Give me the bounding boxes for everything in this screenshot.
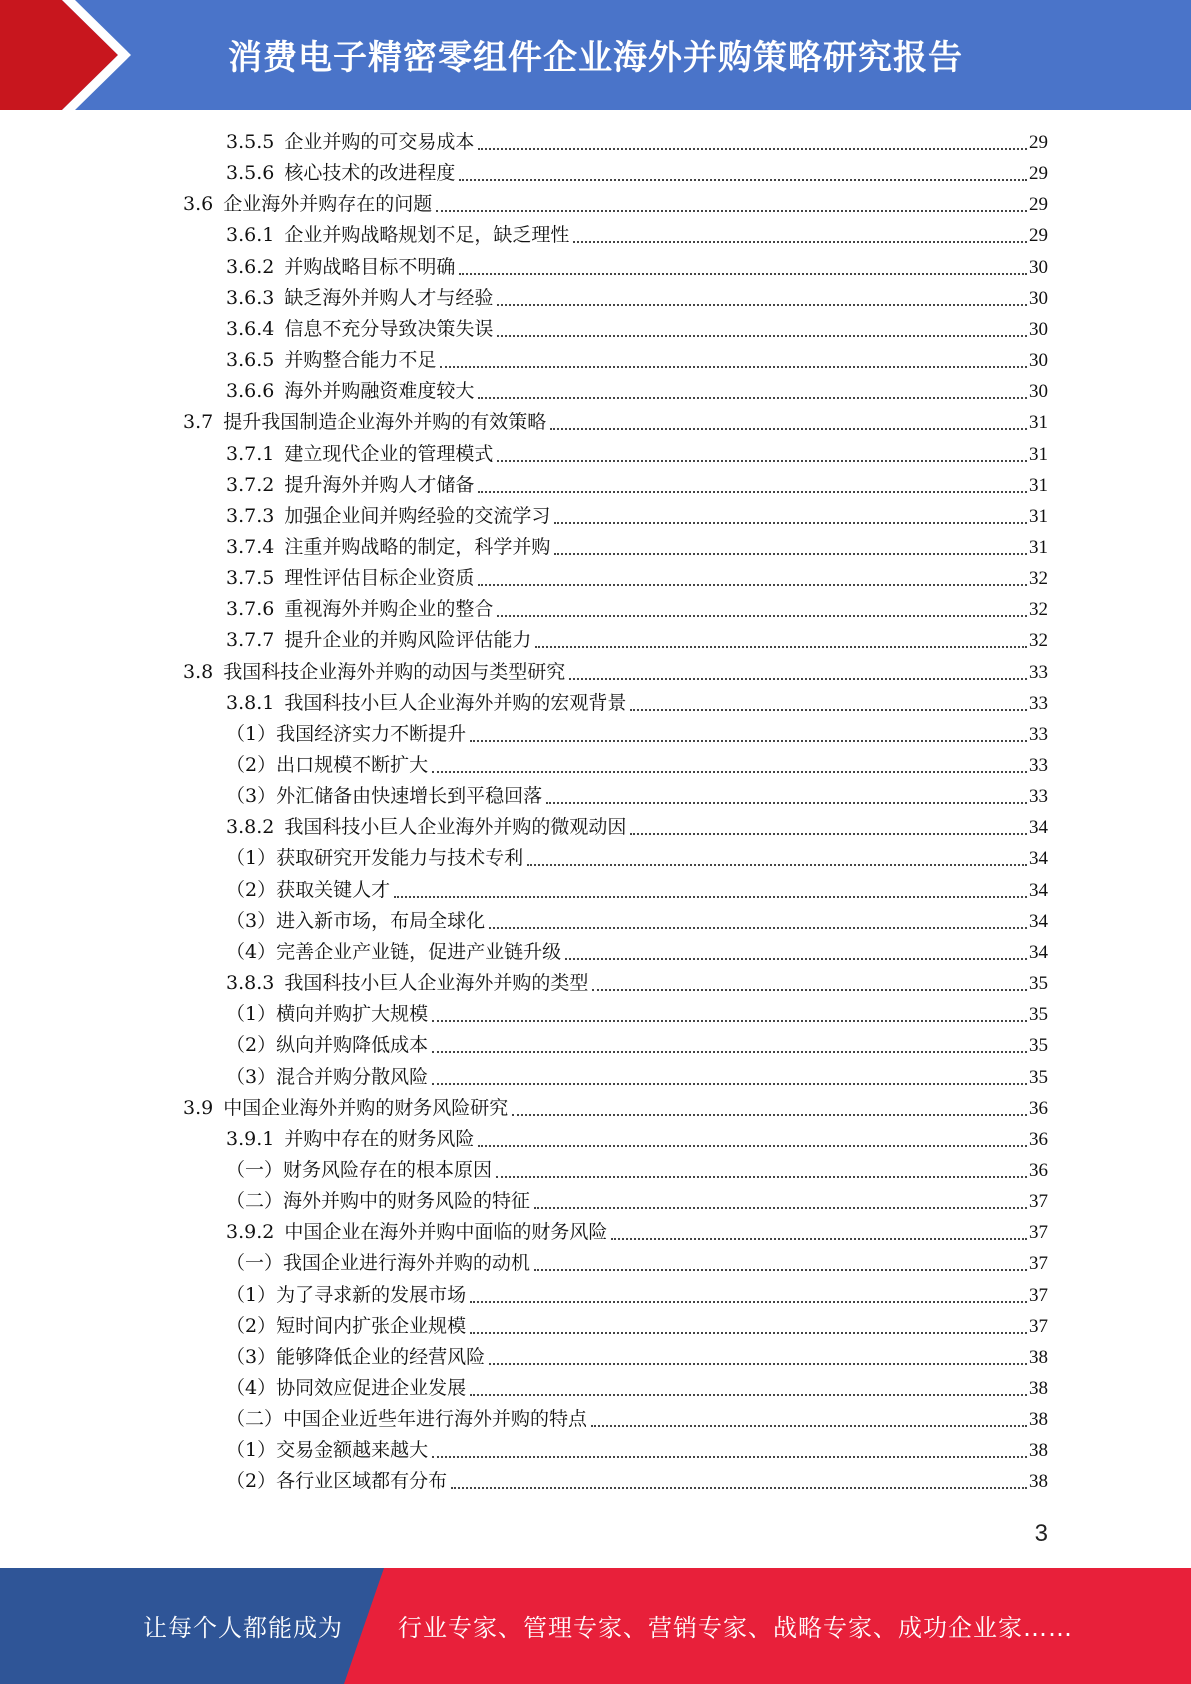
toc-entry[interactable] — [226, 1030, 1048, 1061]
toc-dot-leader — [489, 927, 1027, 929]
toc-entry-number: 3.6 — [183, 193, 214, 216]
toc-entry-title: 财务风险存在的根本原因 — [283, 1158, 493, 1181]
toc-entry[interactable] — [226, 843, 1048, 874]
toc-dot-leader — [554, 553, 1027, 555]
toc-entry-page: 38 — [1029, 1346, 1048, 1368]
toc-entry[interactable] — [226, 1124, 1048, 1155]
toc-entry-number: 3.7.2 — [226, 473, 275, 496]
toc-entry[interactable] — [226, 1062, 1048, 1093]
toc-dot-leader — [432, 1083, 1027, 1085]
toc-entry-title: 我国科技企业海外并购的动因与类型研究 — [223, 660, 566, 683]
toc-entry-number: 3.6.5 — [226, 349, 275, 372]
toc-entry-title: 企业并购战略规划不足，缺乏理性 — [284, 224, 570, 247]
toc-entry-title: 短时间内扩张企业规模 — [276, 1314, 467, 1337]
toc-entry-title: 并购中存在的财务风险 — [284, 1127, 475, 1150]
toc-entry-number: （2） — [226, 754, 277, 776]
toc-entry-page: 37 — [1029, 1253, 1048, 1275]
toc-entry-page: 31 — [1029, 443, 1048, 465]
toc-entry[interactable] — [226, 1280, 1048, 1311]
toc-entry-title: 海外并购中的财务风险的特征 — [283, 1190, 531, 1213]
toc-entry-page: 32 — [1029, 568, 1048, 590]
toc-entry-page: 31 — [1029, 412, 1048, 434]
toc-entry-number: 3.6.4 — [226, 317, 275, 340]
toc-entry-title: 完善企业产业链，促进产业链升级 — [276, 940, 562, 963]
toc-entry-page: 33 — [1029, 723, 1048, 745]
toc-entry-page: 38 — [1029, 1409, 1048, 1431]
toc-dot-leader — [478, 584, 1027, 586]
page-footer — [0, 1568, 1191, 1684]
toc-entry-title: 进入新市场，布局全球化 — [276, 909, 486, 932]
toc-entry-page: 35 — [1029, 1035, 1048, 1057]
toc-entry-page: 29 — [1029, 194, 1048, 216]
toc-entry-title: 我国经济实力不断提升 — [276, 722, 467, 745]
toc-entry-title: 提升海外并购人才储备 — [284, 473, 475, 496]
toc-entry-title: 我国科技小巨人企业海外并购的类型 — [284, 972, 589, 995]
toc-dot-leader — [565, 958, 1027, 960]
toc-entry-number: 3.6.2 — [226, 255, 275, 278]
toc-dot-leader — [550, 428, 1027, 430]
toc-entry-page: 34 — [1029, 910, 1048, 932]
toc-dot-leader — [527, 864, 1027, 866]
toc-entry-number: （1） — [226, 847, 277, 870]
toc-entry[interactable] — [226, 719, 1048, 750]
toc-entry[interactable] — [226, 1342, 1048, 1373]
toc-entry-number: （3） — [226, 1065, 277, 1088]
toc-dot-leader — [394, 896, 1027, 898]
toc-entry[interactable] — [226, 158, 1048, 189]
toc-entry-title: 提升企业的并购风险评估能力 — [284, 629, 532, 652]
toc-entry-page: 38 — [1029, 1471, 1048, 1493]
toc-entry-title: 交易金额越来越大 — [276, 1439, 429, 1462]
toc-entry-page: 30 — [1029, 350, 1048, 372]
toc-entry-page: 32 — [1029, 599, 1048, 621]
toc-entry[interactable] — [226, 1435, 1048, 1466]
toc-entry-number: 3.7.4 — [226, 535, 275, 558]
toc-entry-page: 33 — [1029, 755, 1048, 776]
toc-dot-leader — [497, 615, 1027, 617]
toc-dot-leader — [592, 989, 1027, 991]
toc-entry-title: 并购整合能力不足 — [284, 349, 437, 372]
toc-entry-number: 3.9 — [183, 1096, 214, 1119]
toc-entry[interactable] — [226, 1466, 1048, 1497]
toc-entry-page: 33 — [1029, 692, 1048, 714]
toc-entry-title: 混合并购分散风险 — [276, 1065, 429, 1088]
toc-dot-leader — [573, 241, 1027, 243]
toc-dot-leader — [478, 397, 1027, 399]
toc-entry-page: 29 — [1029, 225, 1048, 247]
toc-entry-number: （2） — [226, 1314, 277, 1337]
toc-entry-number: 3.8.3 — [226, 972, 275, 995]
toc-entry-number: 3.8 — [183, 660, 214, 683]
toc-dot-leader — [436, 210, 1027, 212]
toc-entry-number: 3.7.7 — [226, 629, 275, 652]
toc-entry-page: 35 — [1029, 1066, 1048, 1088]
toc-entry[interactable] — [226, 937, 1048, 968]
toc-entry-number: 3.7 — [183, 411, 214, 434]
toc-dot-leader — [497, 304, 1027, 306]
toc-entry-number: （3） — [226, 909, 277, 932]
toc-entry-page: 37 — [1029, 1222, 1048, 1244]
toc-entry-title: 理性评估目标企业资质 — [284, 567, 475, 590]
toc-entry-number: 3.9.1 — [226, 1127, 275, 1150]
toc-dot-leader — [432, 1456, 1027, 1458]
toc-dot-leader — [432, 1051, 1027, 1053]
toc-entry-page: 37 — [1029, 1315, 1048, 1337]
toc-entry-number: 3.7.1 — [226, 442, 275, 465]
toc-dot-leader — [432, 771, 1027, 773]
toc-entry[interactable] — [226, 812, 1048, 843]
toc-dot-leader — [478, 491, 1027, 493]
toc-dot-leader — [591, 1425, 1027, 1427]
page-number: 3 — [1034, 1520, 1048, 1547]
toc-dot-leader — [470, 1394, 1027, 1396]
toc-entry[interactable] — [226, 283, 1048, 314]
toc-entry-title: 我国企业进行海外并购的动机 — [283, 1252, 531, 1275]
toc-entry-number: （二） — [226, 1190, 284, 1213]
toc-entry[interactable] — [183, 407, 1048, 438]
toc-entry[interactable] — [226, 563, 1048, 594]
toc-entry-number: （1） — [226, 1003, 277, 1026]
toc-entry-title: 重视海外并购企业的整合 — [284, 598, 494, 621]
toc-entry-page: 30 — [1029, 256, 1048, 278]
toc-entry-title: 获取关键人才 — [276, 878, 391, 901]
toc-entry[interactable] — [226, 688, 1048, 719]
toc-entry-number: 3.6.1 — [226, 224, 275, 247]
toc-entry[interactable] — [226, 501, 1048, 532]
toc-entry-title: 企业海外并购存在的问题 — [223, 193, 433, 216]
page-header — [0, 0, 1191, 110]
toc-entry-number: （4） — [226, 1377, 277, 1399]
toc-entry[interactable] — [226, 532, 1048, 563]
toc-entry-page: 38 — [1029, 1378, 1048, 1399]
toc-entry[interactable] — [226, 750, 1048, 781]
toc-dot-leader — [534, 1269, 1027, 1271]
toc-entry-number: （2） — [226, 1034, 277, 1057]
toc-entry[interactable] — [226, 439, 1048, 470]
toc-entry-page: 32 — [1029, 630, 1048, 652]
toc-entry-number: （1） — [226, 722, 277, 745]
toc-entry-number: （4） — [226, 940, 277, 963]
toc-dot-leader — [432, 1020, 1027, 1022]
toc-entry-title: 为了寻求新的发展市场 — [276, 1283, 467, 1306]
toc-entry-title: 纵向并购降低成本 — [276, 1034, 429, 1057]
toc-entry-page: 33 — [1029, 786, 1048, 808]
toc-dot-leader — [630, 709, 1027, 711]
toc-entry[interactable] — [226, 968, 1048, 999]
toc-dot-leader — [497, 335, 1027, 337]
toc-entry-page: 36 — [1029, 1097, 1048, 1119]
toc-entry-page: 34 — [1029, 848, 1048, 870]
toc-entry[interactable] — [183, 1093, 1048, 1124]
toc-entry[interactable] — [226, 376, 1048, 407]
toc-entry-title: 中国企业近些年进行海外并购的特点 — [283, 1408, 588, 1431]
toc-entry-title: 能够降低企业的经营风险 — [276, 1345, 486, 1368]
toc-entry[interactable] — [226, 1155, 1048, 1186]
toc-entry[interactable] — [226, 127, 1048, 158]
header-chevron-decoration — [0, 0, 160, 110]
toc-entry[interactable] — [226, 1186, 1048, 1217]
toc-dot-leader — [496, 1176, 1027, 1178]
toc-dot-leader — [535, 646, 1027, 648]
toc-entry-number: 3.6.3 — [226, 286, 275, 309]
toc-entry-title: 加强企业间并购经验的交流学习 — [284, 504, 551, 527]
toc-entry-page: 35 — [1029, 1004, 1048, 1026]
toc-entry[interactable] — [226, 345, 1048, 376]
toc-dot-leader — [470, 740, 1027, 742]
toc-entry[interactable] — [226, 252, 1048, 283]
toc-entry-page: 30 — [1029, 381, 1048, 403]
toc-entry-page: 37 — [1029, 1191, 1048, 1213]
toc-entry[interactable] — [226, 1311, 1048, 1342]
toc-entry-number: 3.6.6 — [226, 380, 275, 403]
toc-entry-title: 信息不充分导致决策失误 — [284, 317, 494, 340]
toc-entry-title: 企业并购的可交易成本 — [284, 131, 475, 153]
toc-dot-leader — [546, 802, 1027, 804]
toc-dot-leader — [470, 1301, 1027, 1303]
footer-slogan-left: 让每个人都能成为 — [143, 1614, 343, 1642]
toc-entry[interactable] — [226, 875, 1048, 906]
toc-entry-title: 中国企业海外并购的财务风险研究 — [223, 1096, 509, 1119]
toc-dot-leader — [497, 460, 1027, 462]
toc-dot-leader — [478, 148, 1027, 150]
toc-entry[interactable] — [183, 189, 1048, 220]
toc-entry-title: 注重并购战略的制定，科学并购 — [284, 535, 551, 558]
toc-entry[interactable] — [226, 1373, 1048, 1404]
toc-entry[interactable] — [226, 1404, 1048, 1435]
toc-entry-number: （二） — [226, 1408, 284, 1431]
toc-entry-number: 3.7.3 — [226, 504, 275, 527]
toc-entry-title: 获取研究开发能力与技术专利 — [276, 847, 524, 870]
toc-dot-leader — [512, 1114, 1027, 1116]
toc-dot-leader — [611, 1238, 1027, 1240]
toc-dot-leader — [478, 1145, 1027, 1147]
toc-entry-page: 30 — [1029, 318, 1048, 340]
toc-entry[interactable] — [226, 999, 1048, 1030]
toc-entry[interactable] — [226, 220, 1048, 251]
toc-entry-page: 34 — [1029, 879, 1048, 901]
toc-entry-number: 3.5.6 — [226, 162, 275, 185]
toc-entry[interactable] — [226, 470, 1048, 501]
toc-entry-page: 36 — [1029, 1159, 1048, 1181]
toc-entry[interactable] — [226, 906, 1048, 937]
toc-entry-title: 核心技术的改进程度 — [284, 162, 456, 185]
toc-dot-leader — [470, 1332, 1027, 1334]
toc-entry-page: 30 — [1029, 287, 1048, 309]
toc-entry-number: （一） — [226, 1158, 284, 1181]
toc-entry[interactable] — [226, 1217, 1048, 1248]
toc-entry-title: 横向并购扩大规模 — [276, 1003, 429, 1026]
toc-entry-page: 29 — [1029, 132, 1048, 153]
toc-dot-leader — [534, 1207, 1027, 1209]
toc-entry[interactable] — [226, 781, 1048, 812]
toc-entry-page: 34 — [1029, 941, 1048, 963]
toc-dot-leader — [459, 273, 1027, 275]
toc-entry-number: 3.7.6 — [226, 598, 275, 621]
toc-entry-title: 各行业区域都有分布 — [276, 1470, 448, 1493]
toc-entry-title: 外汇储备由快速增长到平稳回落 — [276, 785, 543, 808]
toc-entry-page: 31 — [1029, 505, 1048, 527]
toc-entry-title: 协同效应促进企业发展 — [276, 1377, 467, 1399]
toc-entry-number: （1） — [226, 1283, 277, 1306]
toc-entry[interactable] — [226, 625, 1048, 656]
toc-entry-title: 提升我国制造企业海外并购的有效策略 — [223, 411, 547, 434]
toc-entry-number: （2） — [226, 878, 277, 901]
toc-entry-title: 缺乏海外并购人才与经验 — [284, 286, 494, 309]
toc-entry-number: （3） — [226, 1345, 277, 1368]
toc-entry[interactable] — [183, 657, 1048, 688]
footer-slogan-right: 行业专家、管理专家、营销专家、战略专家、成功企业家…… — [398, 1614, 1073, 1642]
toc-entry[interactable] — [226, 314, 1048, 345]
toc-entry-number: 3.9.2 — [226, 1221, 275, 1244]
toc-dot-leader — [489, 1363, 1027, 1365]
toc-entry-page: 33 — [1029, 661, 1048, 683]
toc-entry-number: 3.5.5 — [226, 131, 275, 153]
toc-entry-page: 36 — [1029, 1128, 1048, 1150]
toc-entry-page: 37 — [1029, 1284, 1048, 1306]
toc-entry[interactable] — [226, 1248, 1048, 1279]
toc-entry-page: 29 — [1029, 163, 1048, 185]
toc-entry-title: 出口规模不断扩大 — [276, 754, 429, 776]
toc-entry-title: 并购战略目标不明确 — [284, 255, 456, 278]
toc-entry-title: 建立现代企业的管理模式 — [284, 442, 494, 465]
toc-entry-title: 中国企业在海外并购中面临的财务风险 — [284, 1221, 608, 1244]
toc-entry-title: 我国科技小巨人企业海外并购的微观动因 — [284, 816, 627, 839]
toc-dot-leader — [630, 833, 1027, 835]
toc-entry-number: 3.8.1 — [226, 691, 275, 714]
toc-entry-page: 31 — [1029, 474, 1048, 496]
toc-entry-number: （3） — [226, 785, 277, 808]
toc-entry-page: 35 — [1029, 973, 1048, 995]
toc-entry-number: （1） — [226, 1439, 277, 1462]
toc-entry-page: 38 — [1029, 1440, 1048, 1462]
toc-entry-number: （2） — [226, 1470, 277, 1493]
toc-entry-title: 我国科技小巨人企业海外并购的宏观背景 — [284, 691, 627, 714]
toc-entry[interactable] — [226, 594, 1048, 625]
report-title: 消费电子精密零组件企业海外并购策略研究报告 — [228, 38, 963, 78]
toc-dot-leader — [459, 179, 1027, 181]
toc-dot-leader — [554, 522, 1027, 524]
toc-entry-page: 31 — [1029, 536, 1048, 558]
toc-entry-number: 3.8.2 — [226, 816, 275, 839]
toc-dot-leader — [440, 366, 1027, 368]
toc-entry-title: 海外并购融资难度较大 — [284, 380, 475, 403]
toc-entry-number: 3.7.5 — [226, 567, 275, 590]
toc-entry-page: 34 — [1029, 817, 1048, 839]
toc-dot-leader — [451, 1487, 1027, 1489]
toc-dot-leader — [569, 678, 1027, 680]
toc-entry-number: （一） — [226, 1252, 284, 1275]
